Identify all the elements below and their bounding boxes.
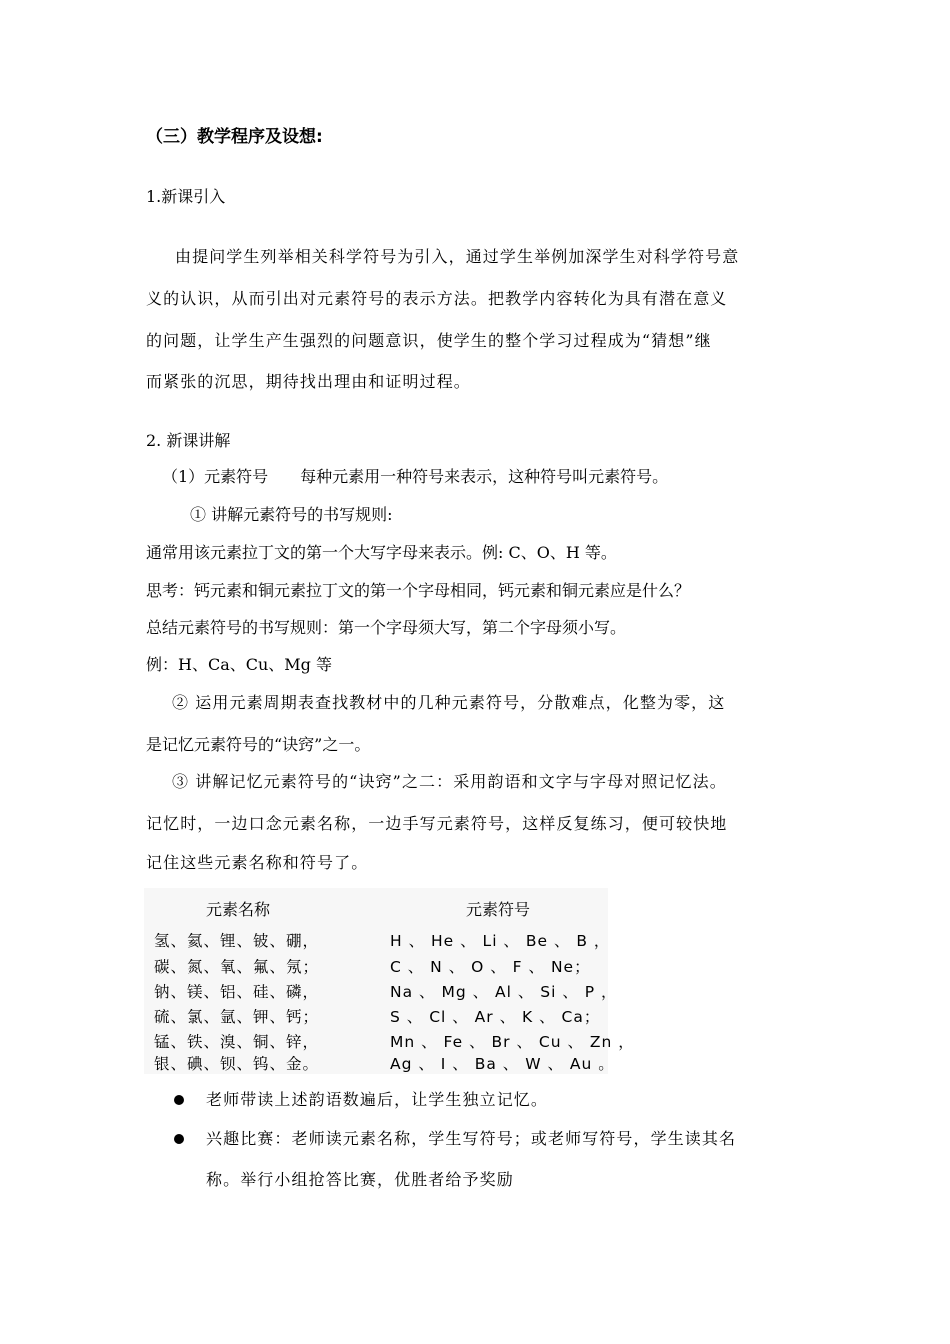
point3-line: 记忆时，一边口念元素名称，一边手写元素符号，这样反复练习，便可较快地 xyxy=(146,814,728,833)
table-header-name: 元素名称 xyxy=(206,900,271,919)
table-row-names: 碳、氮、氧、氟、氖； xyxy=(154,958,320,976)
rule-line: 例：H、Ca、Cu、Mg 等 xyxy=(146,655,332,674)
intro-line: 而紧张的沉思，期待找出理由和证明过程。 xyxy=(146,372,471,391)
rule-line: 通常用该元素拉丁文的第一个大写字母来表示。例: C、O、H 等。 xyxy=(146,543,617,562)
part1-heading: 1.新课引入 xyxy=(146,187,226,206)
rule-line: 思考：钙元素和铜元素拉丁文的第一个字母相同，钙元素和铜元素应是什么？ xyxy=(146,581,691,600)
table-row-symbols: C 、 N 、 O 、 F 、 Ne； xyxy=(390,958,591,976)
writing-rule-title: ① 讲解元素符号的书写规则: xyxy=(190,505,393,524)
point2-line: 是记忆元素符号的“诀窍”之一。 xyxy=(146,735,371,754)
table-row-symbols: Na 、 Mg 、 Al 、 Si 、 P ， xyxy=(390,983,618,1001)
intro-line: 义的认识，从而引出对元素符号的表示方法。把教学内容转化为具有潜在意义 xyxy=(146,289,728,308)
table-header-symbol: 元素符号 xyxy=(466,900,531,919)
table-row-names: 钠、镁、铝、硅、磷， xyxy=(154,983,320,1001)
intro-line: 由提问学生列举相关科学符号为引入，通过学生举例加深学生对科学符号意 xyxy=(175,247,740,266)
table-row-names: 银、碘、钡、钨、金。 xyxy=(154,1055,320,1073)
table-row-names: 锰、铁、溴、铜、锌， xyxy=(154,1033,320,1051)
table-row-symbols: Ag 、 I 、 Ba 、 W 、 Au 。 xyxy=(390,1055,615,1073)
table-row-symbols: H 、 He 、 Li 、 Be 、 B ， xyxy=(390,932,611,950)
bullet-text: 老师带读上述韵语数遍后，让学生独立记忆。 xyxy=(206,1090,549,1109)
rule-line: 总结元素符号的书写规则：第一个字母须大写，第二个字母须小写。 xyxy=(146,618,627,637)
part2-heading: 2. 新课讲解 xyxy=(146,431,231,450)
table-row-symbols: S 、 Cl 、 Ar 、 K 、 Ca； xyxy=(390,1008,601,1026)
point2-line: ② 运用元素周期表查找教材中的几种元素符号，分散难点，化整为零，这 xyxy=(172,693,726,712)
section-title: （三）教学程序及设想: xyxy=(146,127,323,147)
table-row-names: 氢、氦、锂、铍、硼， xyxy=(154,932,320,950)
table-row-symbols: Mn 、 Fe 、 Br 、 Cu 、 Zn ， xyxy=(390,1033,635,1051)
bullet-text: 兴趣比赛：老师读元素名称，学生写符号；或老师写符号，学生读其名 xyxy=(206,1129,737,1148)
point3-line: ③ 讲解记忆元素符号的“诀窍”之二：采用韵语和文字与字母对照记忆法。 xyxy=(172,772,727,791)
point3-line: 记住这些元素名称和符号了。 xyxy=(146,853,369,872)
bullet-text-continued: 称。举行小组抢答比赛，优胜者给予奖励 xyxy=(206,1170,514,1189)
element-table xyxy=(144,888,635,1074)
table-row-names: 硫、氯、氩、钾、钙； xyxy=(154,1008,320,1026)
bullet-dot-icon xyxy=(174,1134,184,1144)
intro-line: 的问题，让学生产生强烈的问题意识，使学生的整个学习过程成为“猜想”继 xyxy=(146,331,712,350)
element-symbol-definition: （1）元素符号 每种元素用一种符号来表示，这种符号叫元素符号。 xyxy=(162,467,669,486)
bullet-dot-icon xyxy=(174,1095,184,1105)
